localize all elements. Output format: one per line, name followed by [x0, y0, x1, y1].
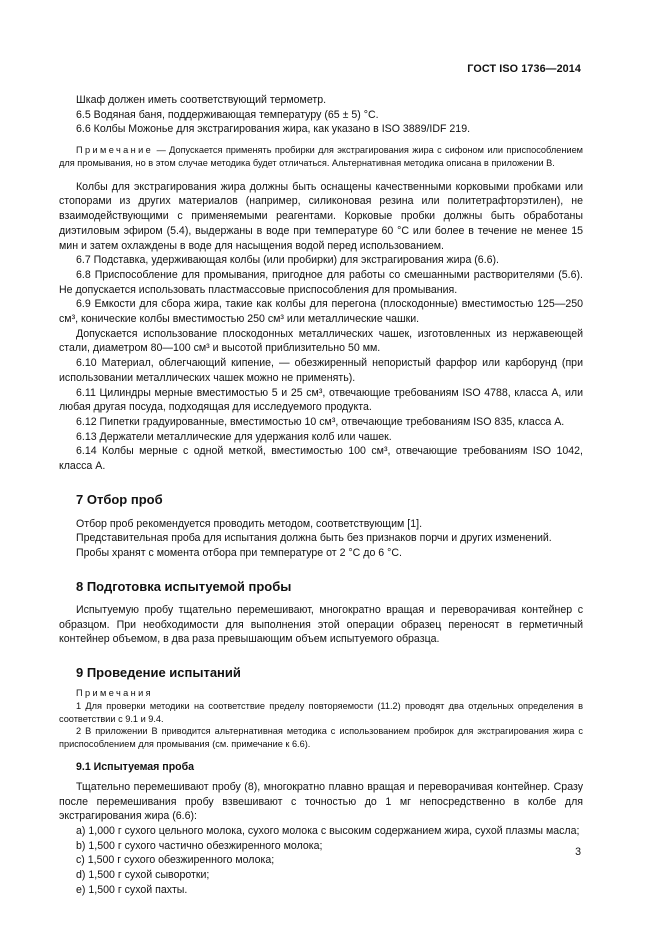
- list-item: b) 1,500 г сухого частично обезжиренного молока;: [76, 839, 323, 852]
- document-code: ГОСТ ISO 1736—2014: [467, 63, 581, 75]
- sample-list: [59, 824, 583, 898]
- notes-label-text: Примечания: [76, 687, 154, 698]
- page-content: [59, 93, 583, 898]
- paragraph-allowed: Допускается использование плоскодонных металлических чашек, изготовленных из нержавеющей стали, диаметром 80—100 см³ и высотой приблизительно 50 мм.: [59, 327, 583, 355]
- paragraph-6-7: 6.7 Подставка, удерживающая колбы (или пробирки) для экстрагирования жира (6.6).: [76, 254, 499, 267]
- list-item: а) 1,000 г сухого цельного молока, сухого молока с высоким содержанием жира, сухой плазмы масла;: [76, 825, 580, 838]
- subsection-9-1-title: 9.1 Испытуемая проба: [76, 760, 195, 773]
- section-9-title: 9 Проведение испытаний: [76, 664, 241, 680]
- notes-label: [59, 687, 583, 700]
- page-number: 3: [575, 846, 581, 858]
- note-9-1: 1 Для проверки методики на соответствие пределу повторяемости (11.2) проводят два отдельных определения в соответствии с 9.1 и 9.4.: [59, 700, 583, 724]
- list-item: с) 1,500 г сухого обезжиренного молока;: [76, 854, 275, 867]
- paragraph-7-2: Представительная проба для испытания должна быть без признаков порчи и других изменений.: [76, 532, 552, 545]
- paragraph-7-1: Отбор проб рекомендуется проводить методом, соответствующим [1].: [76, 517, 423, 530]
- list-item: е) 1,500 г сухой пахты.: [76, 883, 188, 896]
- paragraph-flasks: Колбы для экстрагирования жира должны быть оснащены качественными корковыми пробками или стопорами из других материалов (например, силиконовая резина или политетрафторэтилен), не взаимодействующими с применяемыми реагентами. Корковые пробки должны быть обработаны диэтиловым эфиром (5.4), выдержаны в воде при температуре 60 °С или более в течение не менее 15 мин и затем охлаждены в воде для насыщения водой перед использованием.: [59, 180, 583, 252]
- paragraph-6-12: 6.12 Пипетки градуированные, вместимостью 10 см³, отвечающие требованиям ISO 835, класса А.: [76, 415, 565, 428]
- paragraph-9-1: Тщательно перемешивают пробу (8), многократно плавно вращая и переворачивая контейнер. Сразу после перемешивания пробу взвешивают с точностью до 1 мг непосредственно в колбе для экстрагирования жира (6.6):: [59, 780, 583, 823]
- paragraph-6-11: 6.11 Цилиндры мерные вместимостью 5 и 25 см³, отвечающие требованиям ISO 4788, класса А, или любая другая посуда, подходящая для исследуемого продукта.: [59, 386, 583, 414]
- note-9-2: 2 В приложении В приводится альтернативная методика с использованием пробирок для экстрагирования жира с приспособлением для промывания (см. примечание к 6.6).: [59, 726, 583, 750]
- paragraph-6-5: 6.5 Водяная баня, поддерживающая температуру (65 ± 5) °С.: [76, 108, 379, 121]
- paragraph-6-9: 6.9 Емкости для сбора жира, такие как колбы для перегона (плоскодонные) вместимостью 125—250 см³, конические колбы вместимостью 250 см³ или металлические чашки.: [59, 298, 583, 326]
- paragraph-8-1: Испытуемую пробу тщательно перемешивают, многократно вращая и переворачивая контейнер с образцом. При необходимости для выполнения этой операции образец переносят в герметичный контейнер объемом, в два раза превышающим объем испытуемого образца.: [59, 603, 583, 646]
- paragraph-6-10: 6.10 Материал, облегчающий кипение, — обезжиренный непористый фарфор или карборунд (при использовании металлических чашек можно не применять).: [59, 357, 583, 384]
- paragraph-6-6: 6.6 Колбы Можонье для экстрагирования жира, как указано в ISO 3889/IDF 219.: [76, 123, 471, 136]
- note-label: Примечание: [76, 145, 154, 156]
- list-item: d) 1,500 г сухой сыворотки;: [76, 869, 210, 882]
- paragraph-7-3: Пробы хранят с момента отбора при температуре от 2 °С до 6 °С.: [76, 547, 402, 560]
- note-6-6: [59, 144, 583, 170]
- note-text: — Допускается применять пробирки для экстрагирования жира с сифоном или приспособлением для промывания, но в этом случае методика будет отличаться. Альтернативная методика описана в приложении В.: [59, 145, 583, 168]
- paragraph-cabinet: Шкаф должен иметь соответствующий термометр.: [76, 94, 327, 106]
- paragraph-6-8: 6.8 Приспособление для промывания, пригодное для работы со смешанными растворителями (5.6). Не допускается использовать пластмассовые приспособления для промывания.: [59, 268, 583, 296]
- section-8-title: 8 Подготовка испытуемой пробы: [76, 578, 292, 594]
- section-7-title: 7 Отбор проб: [76, 491, 163, 507]
- paragraph-6-13: 6.13 Держатели металлические для удержания колб или чашек.: [76, 430, 392, 443]
- paragraph-6-14: 6.14 Колбы мерные с одной меткой, вместимостью 100 см³, отвечающие требованиям ISO 1042, класса А.: [59, 445, 583, 473]
